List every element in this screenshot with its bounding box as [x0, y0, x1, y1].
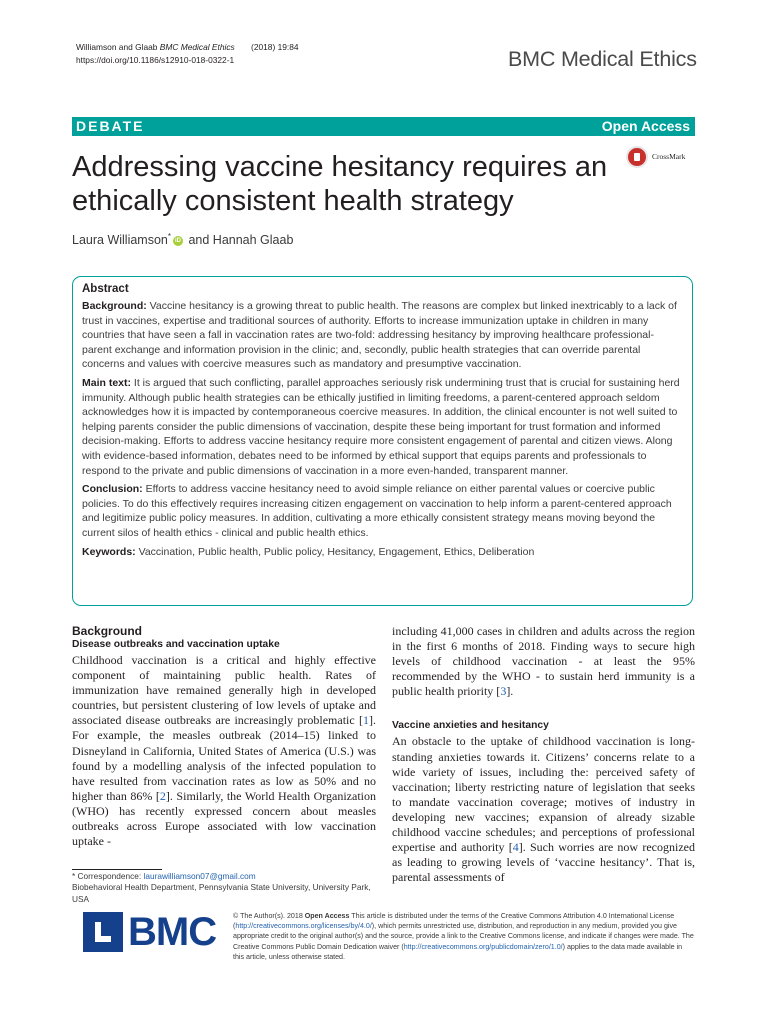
article-title: Addressing vaccine hesitancy requires an ethically consistent health strategy [72, 151, 608, 217]
section-heading: Background [72, 624, 143, 638]
crossmark-badge[interactable] [626, 146, 696, 172]
abstract-background [82, 299, 683, 372]
license-text: This article is distributed under the terms of the Creative Commons Attribution 4.0 International License ( [233, 912, 675, 931]
paragraph-text: ]. For example, the measles outbreak (2014–15) linked to Disneyland in California, United States of America (U.S.) was found by a modelling analysis of the infected population to have resulted from vaccination rates as low as 50% and no higher than 86% [ [72, 713, 376, 803]
abstract-main-text [82, 376, 683, 478]
abstract-box [72, 276, 693, 606]
subsection-heading: Vaccine anxieties and hesitancy [392, 720, 549, 732]
license-text: ) applies to the data made available in this article, unless otherwise stated. [233, 942, 683, 961]
paragraph-text: An obstacle to the uptake of childhood vaccination is long-standing anxieties towards it. Citizens’ concerns relate to a wide variety of issues, including the: perceived safety of vaccination; liberty restricting nature of legislation that seeks to mandate vaccination coverage; motives of industry in developing new vaccines; expansion of already sizable childhood vaccine schedules; and perceptions of professional expertise and authority [ [392, 734, 695, 855]
public-domain-link[interactable]: http://creativecommons.org/publicdomain/zero/1.0/ [403, 942, 563, 951]
citation-link[interactable]: 3 [500, 684, 507, 699]
citation-link[interactable]: 4 [512, 840, 519, 855]
corresponding-mark: * [167, 232, 171, 241]
paragraph-text: Childhood vaccination is a critical and highly effective component of maintaining public health. Rates of immunization have remained generally high in developed countries, but persistent clustering of low levels of uptake and associated disease outbreaks are increasingly problematic [ [72, 653, 376, 728]
article-type-label: DEBATE [76, 118, 145, 134]
abstract-keywords [82, 545, 683, 560]
correspondence-email[interactable]: laurawilliamson07@gmail.com [143, 871, 256, 881]
license-statement [233, 911, 695, 962]
footnote [72, 871, 372, 905]
abstract-text: It is argued that such conflicting, parallel approaches seriously risk undermining trust that is crucial for sustaining herd immunity. Although public health strategies can be ethically justified in limiting freedoms, a parent-centered approach seldom acknowledges how it is impacted by contemporaneous coercive measures. In addition, the clinical encounter is not well suited to helping parents consider the public dimensions of vaccination, despite these being important for trust formation and informed decision-making. Efforts to address vaccine hesitancy require more consistent engagement of parental and citizen views. Along with evidence-based information, debates need to be informed by ethical support that equips parents and professionals to respond to the private and public dimensions of vaccination in a more even-handed, transparent manner. [82, 376, 680, 477]
body-column-right [392, 624, 695, 885]
open-access-label: Open Access [601, 118, 690, 134]
article-type-bar [72, 117, 695, 136]
author-name[interactable]: Laura Williamson [72, 233, 168, 248]
abstract-label: Background: [82, 300, 147, 312]
crossmark-label: CrossMark [652, 152, 686, 161]
bmc-logo [83, 912, 218, 962]
paragraph-text: including 41,000 cases in children and adults across the region in the first 6 months of 2018. Finding ways to secure high levels of childhood vaccination - at least the 95% recommended by the WHO - to sustain herd immunity is a public health priority [ [392, 624, 695, 699]
body-paragraph [392, 624, 695, 699]
subsection-heading: Disease outbreaks and vaccination uptake [72, 639, 280, 650]
abstract-label: Main text: [82, 376, 132, 389]
citation-link[interactable]: 1 [363, 713, 369, 728]
body-paragraph [392, 734, 695, 885]
abstract-label: Keywords: [82, 545, 136, 558]
abstract-heading: Abstract [82, 283, 129, 295]
license-text: ), which permits unrestricted use, distribution, and reproduction in any medium, provided you give appropriate credit to the original author(s) and the source, provide a link to the Creative Commons license, and indicate if changes were made. The Creative Commons Public Domain Dedication waiver ( [233, 922, 694, 951]
footnote-divider [72, 869, 162, 870]
abstract-text: Vaccination, Public health, Public policy, Hesitancy, Engagement, Ethics, Deliberation [135, 545, 535, 558]
body-paragraph [72, 653, 376, 849]
abstract-label: Conclusion: [82, 483, 143, 496]
author-list [72, 232, 293, 247]
journal-logo: BMC Medical Ethics [508, 47, 697, 71]
body-column-left [72, 624, 376, 849]
citation-year-volume: (2018) 19:84 [251, 42, 299, 52]
bmc-logo-text: BMC [128, 910, 217, 954]
correspondence-label: * Correspondence: [72, 871, 144, 881]
abstract-conclusion [82, 482, 683, 540]
paragraph-text: ]. Such worries are now recognized as leading to growing levels of ‘vaccine hesitancy’. That is, parental assessments of [392, 840, 695, 885]
paragraph-text: ]. Similarly, the World Health Organization (WHO) has recently expressed concern about measles outbreaks across Europe associated with low vaccination uptake - [72, 788, 376, 849]
orcid-icon[interactable]: iD [175, 237, 181, 244]
author-name[interactable]: and Hannah Glaab [185, 233, 294, 248]
paragraph-text: ]. [506, 684, 514, 699]
abstract-text: Vaccine hesitancy is a growing threat to public health. The reasons are complex but linked inextricably to a lack of trust in vaccines, expertise and traditional sources of authority. Efforts to increase immunization uptake in children in many countries that have seen a fall in vaccination rates are two-fold: addressing hesitancy by improving healthcare professional-parent exchange and information provision in the clinic; and, secondly, public health strategies that can override parental concerns and values with coercive measures such as mandatory and presumptive vaccination. [82, 300, 677, 371]
bmc-logo-icon [83, 912, 123, 952]
doi-link[interactable]: https://doi.org/10.1186/s12910-018-0322-1 [76, 55, 235, 65]
citation-journal: BMC Medical Ethics [159, 42, 235, 52]
abstract-text: Efforts to address vaccine hesitancy need to avoid simple reliance on either parental values or coercive public policies. To do this effectively requires increasing citizen engagement on vaccination to help inform a parent-centered approach and legitimize public policy measures. In addition, cultivating a more ethically consistent strategy means moving beyond the current silos of health ethics - clinical and public health ethics. [82, 483, 672, 539]
affiliation: Biobehavioral Health Department, Pennsylvania State University, University Park, USA [72, 882, 371, 904]
open-access-inline: Open Access [304, 912, 350, 920]
correspondence-line [72, 871, 372, 882]
crossmark-icon [626, 146, 648, 168]
citation-header [76, 41, 299, 67]
license-text: © The Author(s). 2018 [233, 912, 305, 920]
license-link[interactable]: http://creativecommons.org/licenses/by/4.0/ [235, 922, 372, 931]
citation-link[interactable]: 2 [159, 788, 166, 803]
citation-authors: Williamson and Glaab [76, 42, 158, 52]
citation-line [76, 41, 299, 54]
